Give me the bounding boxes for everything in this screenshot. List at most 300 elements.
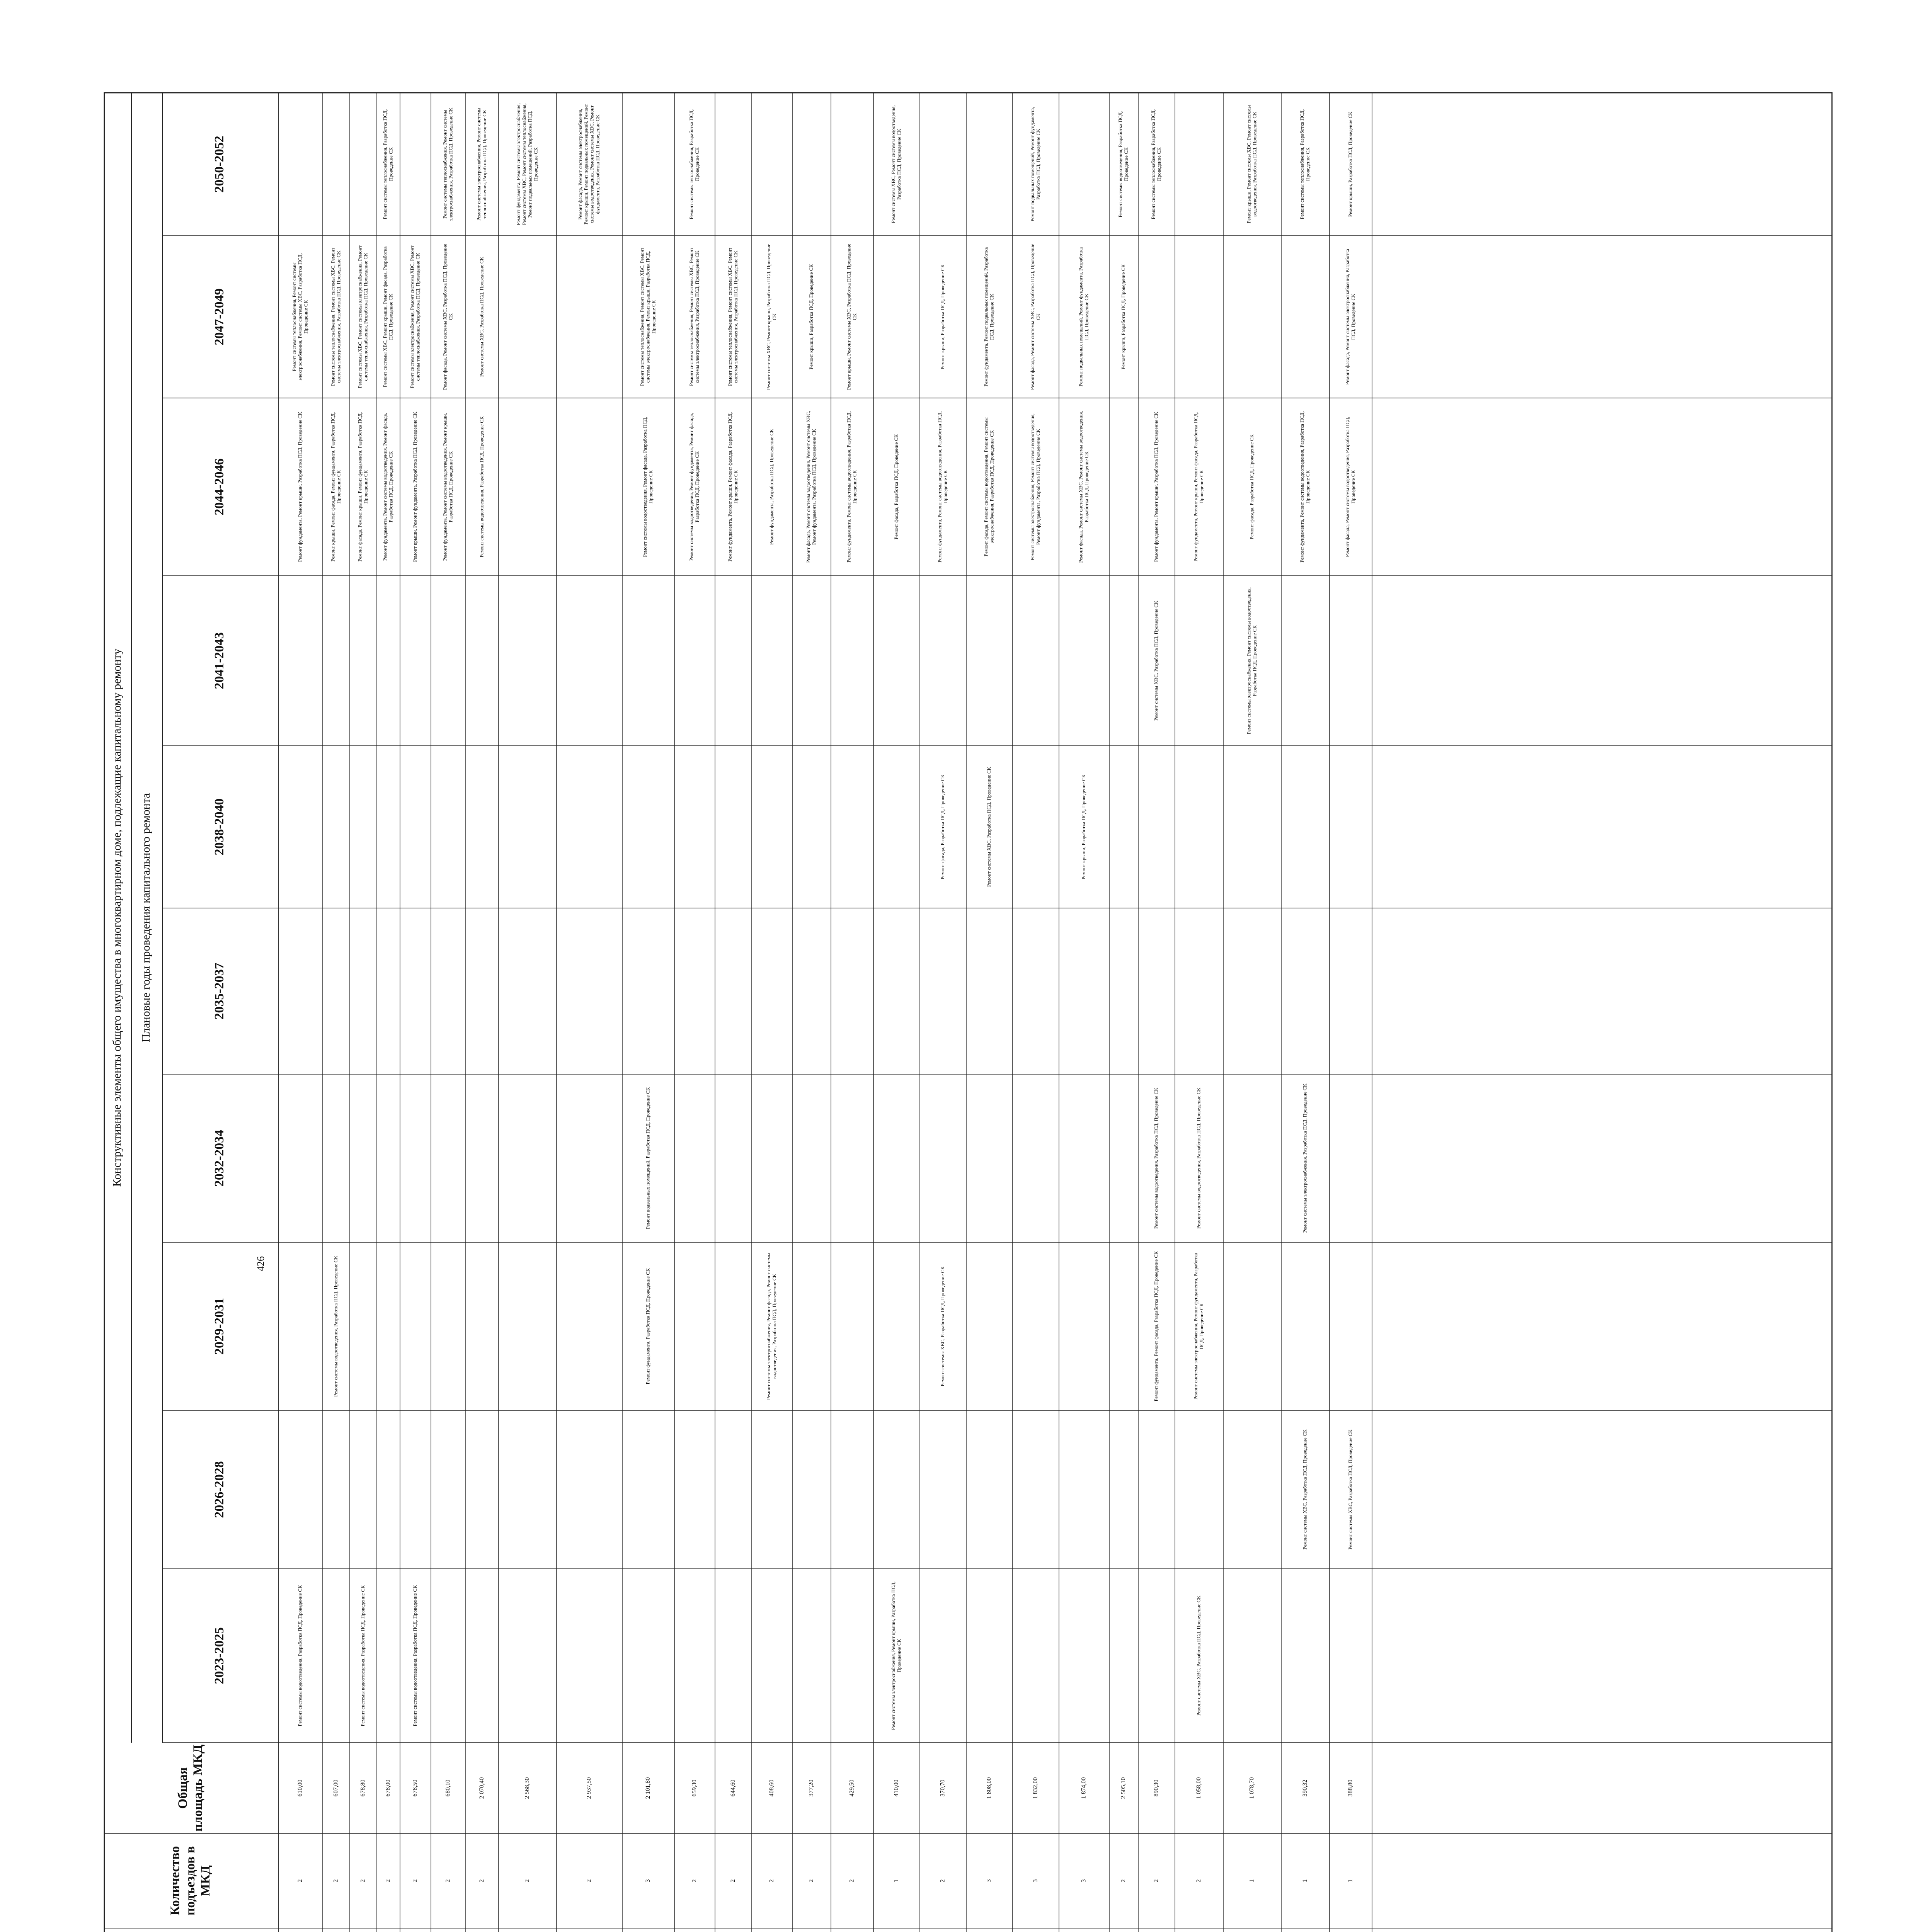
header-8 bbox=[175, 1745, 205, 1832]
svg-text:Ремонт системы теплоснабжения,: Ремонт системы теплоснабжения, Ремонт системы ХВС, Ремонт bbox=[330, 247, 336, 386]
cell-r23-c18 bbox=[1246, 105, 1258, 223]
svg-text:Ремонт системы ХВС, Разработка: Ремонт системы ХВС, Разработка ПСД, Проведение СК bbox=[1195, 1595, 1202, 1716]
cell-r24-c10 bbox=[1302, 1429, 1308, 1549]
svg-text:электроснабжения, Разработка П: электроснабжения, Разработка ПСД, Проведение СК bbox=[448, 107, 454, 221]
cell-r20-c18 bbox=[1117, 111, 1129, 217]
cell-r10-c7 bbox=[691, 1879, 698, 1883]
table-caption bbox=[111, 649, 123, 1187]
svg-text:Ремонт фундамента, Разработка: Ремонт фундамента, Разработка ПСД, Проведение СК bbox=[768, 429, 775, 545]
cell-r8-c7 bbox=[586, 1879, 592, 1883]
svg-text:водоотведения, Разработка ПСД,: водоотведения, Разработка ПСД, Проведение СК bbox=[771, 1274, 777, 1379]
svg-text:Ремонт системы теплоснабжения,: Ремонт системы теплоснабжения, Разработка ПСД, bbox=[382, 109, 388, 219]
svg-text:Ремонт крыши, Разработка ПСД,: Ремонт крыши, Разработка ПСД, Проведение СК bbox=[808, 264, 814, 370]
svg-text:Ремонт крыши, Ремонт подвальны: Ремонт крыши, Ремонт подвальных помещений, Ремонт bbox=[583, 104, 589, 224]
svg-text:Проведение СК: Проведение СК bbox=[942, 470, 948, 504]
svg-text:2032-2034: 2032-2034 bbox=[212, 1129, 226, 1187]
svg-text:Разработка ПСД, Проведение СК: Разработка ПСД, Проведение СК bbox=[896, 129, 902, 200]
svg-text:1 874,00: 1 874,00 bbox=[1080, 1777, 1087, 1799]
svg-text:Ремонт крыши, Ремонт фундамент: Ремонт крыши, Ремонт фундамента, Разработка ПСД, Проведение СК bbox=[412, 412, 418, 562]
header-period-2023-2025 bbox=[212, 1627, 226, 1684]
svg-text:Ремонт фундамента, Ремонт фаса: Ремонт фундамента, Ремонт фасада, Разработка ПСД, Проведение СК bbox=[1153, 1251, 1159, 1401]
svg-text:Проведение СК: Проведение СК bbox=[533, 147, 539, 181]
cell-r15-c7 bbox=[893, 1879, 900, 1883]
cell-r13-c7 bbox=[808, 1879, 815, 1883]
cell-r21-c12 bbox=[1153, 1088, 1159, 1229]
svg-text:Проведение СК: Проведение СК bbox=[363, 470, 369, 504]
svg-text:Ремонт системы электроснабжени: Ремонт системы электроснабжения, Ремонт системы водоотведения, bbox=[1246, 587, 1252, 735]
cell-r22-c9 bbox=[1195, 1595, 1201, 1716]
svg-text:Проведение СК: Проведение СК bbox=[851, 470, 858, 504]
svg-text:678,50: 678,50 bbox=[412, 1779, 419, 1797]
cell-r21-c11 bbox=[1153, 1251, 1159, 1401]
cell-r19-c14 bbox=[1081, 774, 1086, 879]
header-period-2047-2049 bbox=[212, 288, 226, 345]
cell-r19-c8 bbox=[1081, 1777, 1087, 1799]
cell-r24-c16 bbox=[1299, 411, 1311, 563]
cell-r10-c8 bbox=[691, 1780, 698, 1797]
svg-text:680,10: 680,10 bbox=[444, 1779, 451, 1797]
cell-r25-c10 bbox=[1347, 1429, 1353, 1549]
svg-text:2 937,50: 2 937,50 bbox=[586, 1777, 592, 1799]
cell-r16-c11 bbox=[940, 1266, 945, 1386]
svg-text:2: 2 bbox=[768, 1879, 775, 1883]
svg-text:Проведение СК: Проведение СК bbox=[1156, 147, 1162, 181]
cell-r23-c16 bbox=[1249, 434, 1255, 539]
svg-text:Ремонт системы теплоснабжения,: Ремонт системы теплоснабжения, Разработка ПСД, bbox=[1150, 109, 1156, 219]
svg-text:Разработка ПСД, Проведение СК: Разработка ПСД, Проведение СК bbox=[1035, 129, 1041, 200]
svg-text:Ремонт системы водоотведения,: Ремонт системы водоотведения, Ремонт фундамента, Ремонт фасада, bbox=[688, 413, 695, 561]
svg-text:Ремонт системы электроснабжени: Ремонт системы электроснабжения, Ремонт системы водоотведения, bbox=[1029, 413, 1035, 561]
cell-r12-c17 bbox=[766, 244, 777, 390]
svg-text:370,70: 370,70 bbox=[939, 1779, 946, 1797]
svg-text:Разработка ПСД, Проведение СК: Разработка ПСД, Проведение СК bbox=[1083, 451, 1090, 522]
svg-text:системы электроснабжения, Разр: системы электроснабжения, Разработка ПСД, Проведение СК bbox=[694, 250, 700, 383]
svg-text:Ремонт системы водоотведения,: Ремонт системы водоотведения, Разработка ПСД, Проведение СК bbox=[1195, 1088, 1202, 1229]
cell-r13-c17 bbox=[808, 264, 814, 369]
cell-r22-c7 bbox=[1195, 1879, 1202, 1883]
svg-text:2: 2 bbox=[478, 1879, 485, 1883]
cell-r5-c18 bbox=[442, 108, 454, 221]
svg-text:Ремонт фасада, Ремонт системы: Ремонт фасада, Ремонт системы ХВС, Ремонт системы водоотведения, bbox=[1078, 411, 1084, 563]
svg-text:Ремонт фасада, Ремонт системы: Ремонт фасада, Ремонт системы электроснабжения, Разработка bbox=[1344, 249, 1350, 385]
svg-text:Ремонт системы теплоснабжения,: Ремонт системы теплоснабжения, Ремонт системы bbox=[291, 262, 297, 371]
svg-text:системы электроснабжения, Разр: системы электроснабжения, Разработка ПСД, Проведение СК bbox=[732, 250, 739, 383]
cell-r19-c16 bbox=[1078, 411, 1090, 563]
cell-r24-c12 bbox=[1302, 1083, 1308, 1233]
svg-text:Конструктивные элементы общего: Конструктивные элементы общего имущества в многоквартирном доме, подлежащие капитальному ремонту bbox=[110, 648, 123, 1187]
svg-text:Плановые годы проведения капит: Плановые годы проведения капитального ремонта bbox=[139, 793, 152, 1043]
svg-text:Ремонт системы ХВС, Разработка: Ремонт системы ХВС, Разработка ПСД, Проведение СК bbox=[478, 257, 485, 377]
svg-text:площадь МКД: площадь МКД bbox=[191, 1744, 205, 1832]
svg-text:Ремонт системы ХВС, Разработка: Ремонт системы ХВС, Разработка ПСД, Проведение СК bbox=[939, 1266, 945, 1386]
svg-text:2041-2043: 2041-2043 bbox=[212, 632, 226, 689]
svg-text:2: 2 bbox=[1120, 1879, 1127, 1883]
svg-text:Ремонт фасада, Ремонт системы: Ремонт фасада, Ремонт системы ХВС, Разработка ПСД, Проведение bbox=[442, 243, 448, 390]
svg-text:Ремонт системы электроснабжени: Ремонт системы электроснабжения, Ремонт системы bbox=[476, 107, 482, 221]
svg-text:1: 1 bbox=[1248, 1879, 1255, 1883]
svg-text:Проведение СК: Проведение СК bbox=[303, 300, 309, 334]
svg-text:Ремонт системы водоотведения,: Ремонт системы водоотведения, Разработка ПСД, Проведение СК bbox=[297, 1585, 303, 1726]
svg-text:Ремонт фундамента, Ремонт сист: Ремонт фундамента, Ремонт системы водоотведения, Ремонт фасада, bbox=[382, 413, 388, 561]
svg-text:Ремонт системы ХВС, Ремонт кры: Ремонт системы ХВС, Ремонт крыши, Ремонт фасада, Разработка bbox=[382, 246, 388, 388]
cell-r3-c8 bbox=[385, 1780, 392, 1797]
svg-text:2026-2028: 2026-2028 bbox=[212, 1461, 226, 1518]
header-period-2035-2037 bbox=[212, 963, 226, 1019]
svg-text:Проведение СК: Проведение СК bbox=[896, 1639, 902, 1673]
cell-r22-c8 bbox=[1195, 1777, 1202, 1799]
svg-text:Ремонт подвальных помещений, Р: Ремонт подвальных помещений, Ремонт фундамента, Разработка bbox=[1078, 247, 1084, 387]
svg-text:678,80: 678,80 bbox=[359, 1779, 366, 1797]
header-7 bbox=[168, 1846, 213, 1916]
svg-text:Ремонт фундамента, Ремонт сист: Ремонт фундамента, Ремонт системы электроснабжения, bbox=[515, 103, 521, 225]
cell-r9-c12 bbox=[645, 1087, 650, 1229]
svg-text:429,50: 429,50 bbox=[848, 1779, 855, 1797]
svg-text:610,00: 610,00 bbox=[297, 1779, 304, 1797]
cell-r25-c18 bbox=[1347, 112, 1353, 217]
cell-r1-c11 bbox=[333, 1256, 339, 1397]
svg-text:Разработка ПСД, Проведение СК: Разработка ПСД, Проведение СК bbox=[388, 451, 394, 522]
svg-text:Ремонт крыши, Ремонт системы Х: Ремонт крыши, Ремонт системы ХВС, Разработка ПСД, Проведение bbox=[846, 243, 852, 390]
svg-text:2: 2 bbox=[691, 1879, 698, 1883]
svg-text:Ремонт фасада, Ремонт системы: Ремонт фасада, Ремонт системы водоотведения, Ремонт системы bbox=[983, 417, 989, 556]
svg-text:Ремонт системы электроснабжени: Ремонт системы электроснабжения, Ремонт фасада, Ремонт системы bbox=[766, 1253, 772, 1400]
cell-r25-c17 bbox=[1345, 249, 1356, 385]
svg-text:2: 2 bbox=[1195, 1879, 1202, 1883]
svg-text:Ремонт фундамента, Разработка: Ремонт фундамента, Разработка ПСД, Проведение СК bbox=[645, 1268, 651, 1384]
cell-r10-c18 bbox=[688, 109, 700, 219]
cell-r6-c7 bbox=[478, 1879, 485, 1883]
header-period-2041-2043 bbox=[212, 632, 226, 689]
svg-text:2: 2 bbox=[359, 1879, 366, 1883]
svg-text:390,32: 390,32 bbox=[1302, 1779, 1309, 1797]
svg-text:2 505,10: 2 505,10 bbox=[1120, 1777, 1127, 1799]
cell-r8-c8 bbox=[586, 1777, 592, 1799]
svg-text:2029-2031: 2029-2031 bbox=[212, 1298, 226, 1355]
svg-text:Ремонт крыши, Разработка ПСД,: Ремонт крыши, Разработка ПСД, Проведение СК bbox=[939, 264, 945, 370]
cell-r18-c16 bbox=[1030, 413, 1041, 560]
cell-r0-c9 bbox=[297, 1585, 303, 1726]
svg-text:Проведение СК: Проведение СК bbox=[1123, 147, 1129, 181]
cell-r2-c8 bbox=[360, 1780, 366, 1797]
svg-text:Ремонт системы водоотведения,: Ремонт системы водоотведения, Ремонт фасада, Разработка ПСД, bbox=[642, 417, 648, 557]
cell-r24-c18 bbox=[1299, 109, 1311, 219]
svg-text:ПСД, Проведение СК: ПСД, Проведение СК bbox=[1083, 294, 1090, 340]
cell-r19-c7 bbox=[1081, 1879, 1087, 1883]
header-period-2032-2034 bbox=[212, 1130, 226, 1187]
cell-r10-c16 bbox=[688, 413, 700, 561]
svg-text:СК: СК bbox=[851, 313, 858, 320]
svg-text:377,20: 377,20 bbox=[808, 1779, 815, 1797]
svg-text:Ремонт подвальных помещений, Р: Ремонт подвальных помещений, Разработка ПСД, bbox=[527, 111, 533, 218]
svg-text:Ремонт фундамента, Ремонт крыш: Ремонт фундамента, Ремонт крыши, Ремонт фасада, Разработка ПСД, bbox=[727, 412, 733, 562]
svg-text:Ремонт подвальных помещений, Р: Ремонт подвальных помещений, Ремонт фундамента, bbox=[1029, 107, 1035, 222]
svg-text:Ремонт системы ХВС, Разработка: Ремонт системы ХВС, Разработка ПСД, Проведение СК bbox=[1302, 1429, 1308, 1550]
svg-text:2 070,40: 2 070,40 bbox=[478, 1777, 485, 1799]
svg-text:1: 1 bbox=[893, 1879, 900, 1883]
cell-r17-c14 bbox=[986, 767, 992, 887]
cell-r16-c14 bbox=[940, 774, 945, 879]
cell-r21-c7 bbox=[1153, 1879, 1159, 1883]
cell-r20-c17 bbox=[1120, 264, 1126, 369]
svg-text:1: 1 bbox=[1347, 1879, 1354, 1883]
svg-text:системы теплоснабжения, Разраб: системы теплоснабжения, Разработка ПСД, Проведение СК bbox=[415, 253, 421, 381]
header-period-2029-2031 bbox=[212, 1298, 226, 1355]
svg-text:Ремонт системы ХВС, Ремонт кры: Ремонт системы ХВС, Ремонт крыши, Разработка ПСД, Проведение bbox=[766, 243, 772, 390]
cell-r12-c11 bbox=[766, 1253, 777, 1400]
cell-r21-c16 bbox=[1153, 412, 1159, 562]
header-period-2044-2046 bbox=[212, 458, 226, 515]
cell-r14-c16 bbox=[846, 411, 858, 563]
svg-text:2: 2 bbox=[1153, 1879, 1160, 1883]
svg-text:Количество: Количество bbox=[168, 1846, 182, 1916]
svg-text:Ремонт фасада, Ремонт системы: Ремонт фасада, Ремонт системы электроснабжения, bbox=[577, 109, 583, 220]
svg-text:2: 2 bbox=[444, 1879, 451, 1883]
cell-r23-c7 bbox=[1249, 1879, 1255, 1883]
cell-r21-c15 bbox=[1153, 600, 1159, 721]
svg-text:Ремонт фундамента, Ремонт сист: Ремонт фундамента, Ремонт системы водоотведения, Ремонт крыши, bbox=[442, 413, 448, 561]
svg-text:Ремонт системы водоотведения,: Ремонт системы водоотведения, Разработка ПСД, Проведение СК bbox=[359, 1585, 366, 1726]
svg-text:Ремонт системы ХВС, Ремонт сис: Ремонт системы ХВС, Ремонт системы электроснабжения, Ремонт bbox=[357, 245, 363, 388]
svg-text:2: 2 bbox=[586, 1879, 592, 1883]
svg-text:678,00: 678,00 bbox=[385, 1779, 392, 1797]
cell-r11-c17 bbox=[727, 248, 739, 386]
svg-text:Ремонт системы электроснабжени: Ремонт системы электроснабжения, Ремонт системы ХВС, Ремонт bbox=[409, 245, 415, 388]
svg-text:2047-2049: 2047-2049 bbox=[212, 288, 226, 345]
cell-r15-c8 bbox=[893, 1780, 900, 1797]
svg-text:ПСД, Проведение СК: ПСД, Проведение СК bbox=[388, 294, 394, 340]
svg-text:2: 2 bbox=[385, 1879, 392, 1883]
cell-r4-c16 bbox=[412, 412, 418, 562]
svg-text:электроснабжения, Разработка П: электроснабжения, Разработка ПСД, Проведение СК bbox=[989, 430, 995, 544]
svg-text:Проведение СК: Проведение СК bbox=[388, 147, 394, 181]
cell-r20-c7 bbox=[1120, 1879, 1127, 1883]
cell-r10-c17 bbox=[688, 248, 700, 386]
svg-text:Ремонт фундамента, Ремонт сист: Ремонт фундамента, Ремонт системы водоотведения, Разработка ПСД, bbox=[936, 411, 943, 563]
cell-r0-c8 bbox=[297, 1780, 303, 1797]
cell-r22-c16 bbox=[1193, 412, 1204, 562]
cell-r9-c17 bbox=[639, 248, 657, 386]
cell-r12-c16 bbox=[768, 429, 774, 545]
cell-r15-c18 bbox=[890, 105, 902, 223]
cell-r6-c17 bbox=[478, 257, 484, 377]
svg-text:1 808,00: 1 808,00 bbox=[986, 1777, 993, 1799]
svg-text:Ремонт фасада, Ремонт системы: Ремонт фасада, Ремонт системы водоотведения, Разработка ПСД, bbox=[1344, 417, 1350, 557]
svg-text:подъездов в: подъездов в bbox=[183, 1846, 197, 1916]
cell-r21-c18 bbox=[1150, 109, 1162, 219]
svg-text:системы электроснабжения, Ремо: системы электроснабжения, Ремонт крыши, Разработка ПСД, bbox=[645, 251, 651, 383]
cell-r6-c8 bbox=[478, 1777, 485, 1799]
svg-text:СК: СК bbox=[1035, 313, 1041, 320]
cell-r23-c8 bbox=[1249, 1777, 1255, 1799]
svg-text:Проведение СК: Проведение СК bbox=[732, 470, 739, 504]
cell-r11-c16 bbox=[727, 412, 739, 562]
cell-r6-c18 bbox=[476, 107, 487, 221]
svg-text:ПСД, Проведение СК: ПСД, Проведение СК bbox=[1350, 294, 1356, 340]
cell-r15-c16 bbox=[893, 434, 899, 539]
svg-text:Ремонт системы электроснабжени: Ремонт системы электроснабжения, Ремонт фундамента, Разработка bbox=[1193, 1253, 1199, 1400]
svg-text:Ремонт подвальных помещений, Р: Ремонт подвальных помещений, Разработка ПСД, Проведение СК bbox=[645, 1087, 651, 1229]
svg-text:СК: СК bbox=[448, 313, 454, 320]
svg-text:3: 3 bbox=[645, 1879, 652, 1883]
cell-r14-c7 bbox=[849, 1879, 855, 1883]
cell-r2-c9 bbox=[360, 1585, 366, 1726]
svg-text:2: 2 bbox=[848, 1879, 855, 1883]
svg-text:Ремонт фундамента, Разработка: Ремонт фундамента, Разработка ПСД, Проведение СК bbox=[1035, 429, 1041, 545]
svg-text:Ремонт системы ХВС, Разработка: Ремонт системы ХВС, Разработка ПСД, Проведение СК bbox=[1347, 1429, 1353, 1550]
cell-r1-c16 bbox=[330, 412, 342, 562]
svg-text:Разработка ПСД, Проведение СК: Разработка ПСД, Проведение СК bbox=[448, 451, 454, 522]
svg-text:2: 2 bbox=[808, 1879, 815, 1883]
svg-text:Ремонт крыши, Разработка ПСД,: Ремонт крыши, Разработка ПСД, Проведение СК bbox=[1120, 264, 1126, 370]
svg-text:Проведение СК: Проведение СК bbox=[1304, 147, 1311, 181]
cell-r14-c17 bbox=[846, 244, 858, 390]
svg-text:Ремонт фасада, Ремонт системы: Ремонт фасада, Ремонт системы водоотведения, Ремонт системы ХВС, bbox=[805, 411, 811, 563]
cell-r12-c8 bbox=[768, 1780, 775, 1797]
svg-text:Проведение СК: Проведение СК bbox=[1350, 470, 1356, 504]
svg-text:Ремонт фундамента, Ремонт сист: Ремонт фундамента, Ремонт системы водоотведения, Разработка ПСД, bbox=[846, 411, 852, 563]
svg-text:Ремонт системы теплоснабжения,: Ремонт системы теплоснабжения, Разработка ПСД, bbox=[1299, 109, 1305, 219]
cell-r14-c8 bbox=[849, 1780, 855, 1797]
cell-r18-c8 bbox=[1032, 1777, 1039, 1799]
cell-r8-c18 bbox=[577, 104, 601, 224]
cell-r19-c17 bbox=[1078, 247, 1090, 386]
cell-r4-c7 bbox=[412, 1879, 419, 1883]
svg-text:2: 2 bbox=[524, 1879, 531, 1883]
svg-text:Ремонт фундамента, Ремонт сист: Ремонт фундамента, Ремонт системы водоотведения, Разработка ПСД, bbox=[1299, 411, 1305, 563]
svg-text:Ремонт фундамента, Ремонт крыш: Ремонт фундамента, Ремонт крыши, Разработка ПСД, Проведение СК bbox=[297, 412, 303, 562]
cell-r11-c7 bbox=[730, 1879, 736, 1883]
svg-text:Ремонт системы электроснабжени: Ремонт системы электроснабжения, Ремонт крыши, Разработка ПСД, bbox=[890, 1581, 896, 1730]
svg-text:2: 2 bbox=[332, 1879, 339, 1883]
cell-r3-c7 bbox=[385, 1879, 392, 1883]
svg-text:Проведение СК: Проведение СК bbox=[694, 147, 700, 181]
svg-text:2044-2046: 2044-2046 bbox=[212, 458, 226, 515]
svg-text:Ремонт крыши, Ремонт фасада, Р: Ремонт крыши, Ремонт фасада, Ремонт фундамента, Разработка ПСД, bbox=[330, 412, 336, 562]
cell-r7-c8 bbox=[524, 1777, 531, 1799]
svg-text:МКД: МКД bbox=[198, 1865, 213, 1896]
svg-text:Проведение СК: Проведение СК bbox=[1304, 470, 1311, 504]
cell-r25-c16 bbox=[1345, 417, 1356, 557]
cell-r13-c8 bbox=[808, 1780, 815, 1797]
svg-text:Ремонт системы ХВС, Ремонт сис: Ремонт системы ХВС, Ремонт системы теплоснабжения, bbox=[521, 103, 527, 225]
svg-text:Проведение СК: Проведение СК bbox=[335, 470, 342, 504]
svg-text:системы теплоснабжения, Разраб: системы теплоснабжения, Разработка ПСД, Проведение СК bbox=[363, 253, 369, 381]
svg-text:607,00: 607,00 bbox=[332, 1779, 339, 1797]
cell-r18-c18 bbox=[1030, 107, 1041, 221]
svg-text:электроснабжения, Ремонт систе: электроснабжения, Ремонт системы ХВС, Разработка ПСД, bbox=[297, 253, 303, 381]
svg-text:1: 1 bbox=[1302, 1879, 1309, 1883]
cell-r5-c16 bbox=[442, 413, 454, 561]
svg-text:водоотведения, Разработка ПСД,: водоотведения, Разработка ПСД, Проведение СК bbox=[1251, 112, 1258, 217]
svg-text:2 101,80: 2 101,80 bbox=[645, 1777, 652, 1799]
cell-r1-c7 bbox=[333, 1879, 339, 1883]
svg-text:1 058,00: 1 058,00 bbox=[1195, 1777, 1202, 1799]
cell-r3-c18 bbox=[382, 109, 394, 219]
svg-text:Ремонт фундамента, Ремонт крыш: Ремонт фундамента, Ремонт крыши, Разработка ПСД, Проведение СК bbox=[1153, 412, 1159, 562]
svg-text:Проведение СК: Проведение СК bbox=[647, 470, 654, 504]
svg-text:фундамента, Разработка ПСД, Пр: фундамента, Разработка ПСД, Проведение СК bbox=[594, 114, 601, 214]
svg-text:Разработка ПСД, Проведение СК: Разработка ПСД, Проведение СК bbox=[1251, 625, 1258, 696]
header-period-2038-2040 bbox=[212, 798, 226, 855]
header-period-2026-2028 bbox=[212, 1461, 226, 1518]
cell-r17-c7 bbox=[986, 1879, 993, 1883]
svg-text:Ремонт системы электроснабжени: Ремонт системы электроснабжения, Разработка ПСД, Проведение СК bbox=[1302, 1083, 1308, 1233]
svg-text:Ремонт системы теплоснабжения,: Ремонт системы теплоснабжения, Ремонт системы ХВС, Ремонт bbox=[688, 247, 695, 386]
svg-text:Ремонт крыши, Разработка ПСД,: Ремонт крыши, Разработка ПСД, Проведение СК bbox=[1347, 111, 1353, 217]
page-number: 426 bbox=[255, 1256, 266, 1271]
svg-text:Ремонт системы водоотведения,: Ремонт системы водоотведения, Разработка ПСД, Проведение СК bbox=[1153, 1088, 1159, 1229]
cell-r3-c16 bbox=[382, 413, 394, 561]
svg-text:Ремонт системы теплоснабжения,: Ремонт системы теплоснабжения, Ремонт системы bbox=[442, 110, 448, 219]
svg-text:2038-2040: 2038-2040 bbox=[212, 798, 226, 855]
cell-r16-c8 bbox=[940, 1780, 946, 1797]
svg-text:ПСД, Проведение СК: ПСД, Проведение СК bbox=[1198, 1303, 1204, 1350]
cell-r4-c17 bbox=[409, 245, 421, 388]
cell-r1-c8 bbox=[333, 1780, 339, 1797]
cell-r17-c8 bbox=[986, 1777, 993, 1799]
svg-text:3: 3 bbox=[1032, 1879, 1039, 1883]
svg-text:Ремонт фундамента, Разработка: Ремонт фундамента, Разработка ПСД, Проведение СК bbox=[811, 429, 817, 545]
cell-r16-c17 bbox=[940, 264, 945, 369]
svg-text:2035-2037: 2035-2037 bbox=[212, 963, 226, 1020]
svg-text:Ремонт системы ХВС, Разработка: Ремонт системы ХВС, Разработка ПСД, Проведение СК bbox=[986, 767, 992, 887]
svg-text:ПСД, Проведение СК: ПСД, Проведение СК bbox=[989, 294, 995, 340]
cell-r2-c17 bbox=[357, 245, 369, 388]
cell-r9-c16 bbox=[642, 417, 654, 557]
cell-r12-c7 bbox=[768, 1879, 775, 1883]
header-period-2050-2052 bbox=[212, 136, 226, 192]
svg-text:Ремонт крыши, Разработка ПСД,: Ремонт крыши, Разработка ПСД, Проведение СК bbox=[1080, 774, 1086, 880]
cell-r24-c7 bbox=[1302, 1879, 1308, 1883]
cell-r25-c7 bbox=[1347, 1879, 1354, 1883]
cell-r22-c12 bbox=[1195, 1088, 1201, 1229]
table-subcaption bbox=[140, 793, 152, 1043]
svg-text:2023-2025: 2023-2025 bbox=[212, 1627, 226, 1684]
cell-r11-c8 bbox=[730, 1780, 736, 1797]
svg-text:Ремонт фундамента, Ремонт крыш: Ремонт фундамента, Ремонт крыши, Ремонт фасада, Разработка ПСД, bbox=[1193, 412, 1199, 562]
svg-text:410,00: 410,00 bbox=[893, 1779, 900, 1797]
cell-r0-c16 bbox=[297, 412, 303, 562]
svg-text:Ремонт системы ХВС, Ремонт сис: Ремонт системы ХВС, Ремонт системы водоотведения, bbox=[890, 105, 896, 223]
cell-r24-c8 bbox=[1302, 1780, 1308, 1797]
cell-r21-c8 bbox=[1153, 1780, 1159, 1797]
svg-text:Ремонт фасада, Разработка ПСД,: Ремонт фасада, Разработка ПСД, Проведение СК bbox=[1248, 434, 1255, 539]
svg-text:3: 3 bbox=[1080, 1879, 1087, 1883]
svg-text:Проведение СК: Проведение СК bbox=[1198, 470, 1204, 504]
svg-text:2: 2 bbox=[939, 1879, 946, 1883]
svg-text:Ремонт фасада, Разработка ПСД,: Ремонт фасада, Разработка ПСД, Проведение СК bbox=[893, 434, 899, 539]
svg-text:2: 2 bbox=[297, 1879, 304, 1883]
cell-r9-c8 bbox=[645, 1777, 651, 1799]
svg-text:системы электроснабжения, Разр: системы электроснабжения, Разработка ПСД, Проведение СК bbox=[335, 250, 342, 383]
cell-r7-c18 bbox=[516, 103, 539, 225]
cell-r7-c7 bbox=[524, 1879, 531, 1883]
svg-text:Ремонт системы водоотведения,: Ремонт системы водоотведения, Разработка ПСД, Проведение СК bbox=[332, 1256, 339, 1397]
cell-r2-c7 bbox=[360, 1879, 366, 1883]
svg-text:890,30: 890,30 bbox=[1153, 1779, 1160, 1797]
cell-r17-c17 bbox=[983, 247, 995, 386]
svg-text:Общая: Общая bbox=[175, 1767, 190, 1809]
cell-r16-c7 bbox=[940, 1879, 946, 1883]
cell-r0-c7 bbox=[297, 1879, 303, 1883]
cell-r23-c15 bbox=[1246, 587, 1258, 734]
svg-text:Проведение СК: Проведение СК bbox=[650, 300, 657, 334]
cell-r9-c7 bbox=[645, 1879, 651, 1883]
svg-text:2: 2 bbox=[730, 1879, 737, 1883]
svg-text:Ремонт фасада, Разработка ПСД,: Ремонт фасада, Разработка ПСД, Проведение СК bbox=[939, 774, 945, 879]
cell-r13-c16 bbox=[805, 411, 817, 563]
svg-text:Ремонт системы теплоснабжения,: Ремонт системы теплоснабжения, Разработка ПСД, bbox=[688, 109, 695, 219]
